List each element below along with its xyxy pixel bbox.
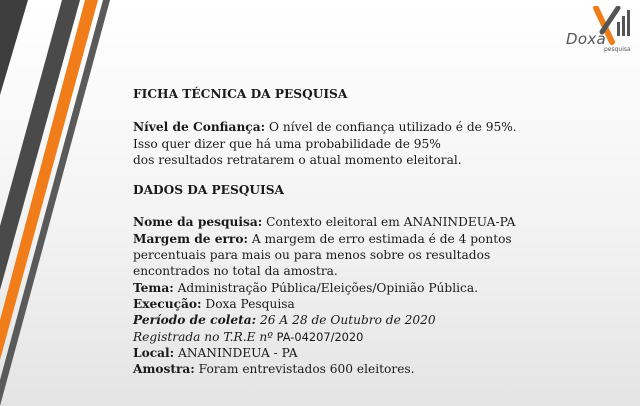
amostra-line: [133, 361, 623, 377]
margem-text-1: A margem de erro estimada é de 4 pontos: [247, 231, 512, 246]
margem-text-3: encontrados no total da amostra.: [133, 264, 338, 279]
registro-value: PA-04207/2020: [272, 329, 364, 344]
periodo-label: Período de coleta:: [133, 313, 257, 328]
execucao-value: Doxa Pesquisa: [201, 296, 295, 311]
amostra-value: Foram entrevistados 600 eleitores.: [194, 362, 415, 377]
nome-value: Contexto eleitoral em ANANINDEUA-PA: [262, 215, 516, 230]
confianca-text-3: dos resultados retratarem o atual momento eleitoral.: [133, 152, 462, 167]
confianca-line: [133, 119, 623, 135]
nome-label: Nome da pesquisa:: [133, 215, 263, 230]
local-value: ANANINDEUA - PA: [174, 345, 298, 360]
logo-brand: Doxa: [566, 30, 606, 48]
margem-text-2: percentuais para mais ou para menos sobre os resultados: [133, 248, 491, 263]
local-label: Local:: [133, 345, 175, 360]
confianca-label: Nível de Confiança:: [133, 120, 266, 135]
logo-sub: pesquisa: [604, 46, 631, 53]
nome-line: [133, 214, 623, 230]
doxa-logo: [562, 6, 634, 58]
ficha-content: [133, 86, 623, 377]
confianca-text-1: O nível de confiança utilizado é de 95%.: [265, 120, 517, 135]
decorative-stripes: [0, 0, 110, 406]
amostra-label: Amostra:: [133, 362, 195, 377]
local-line: [133, 345, 623, 361]
dados-heading: DADOS DA PESQUISA: [133, 183, 284, 198]
ficha-heading: FICHA TÉCNICA DA PESQUISA: [133, 87, 348, 101]
confianca-text-2: Isso quer dizer que há uma probabilidade de 95%: [133, 136, 441, 151]
tema-line: [133, 280, 623, 296]
margem-line: [133, 231, 623, 247]
tema-value: Administração Pública/Eleições/Opinião Pública.: [173, 280, 478, 295]
periodo-line: [133, 312, 623, 328]
registro-line: [133, 329, 623, 345]
margem-label: Margem de erro:: [133, 231, 248, 246]
execucao-label: Execução:: [133, 296, 202, 311]
execucao-line: [133, 296, 623, 312]
periodo-value: 26 A 28 de Outubro de 2020: [256, 313, 436, 328]
tema-label: Tema:: [133, 280, 174, 295]
registro-label: Registrada no T.R.E nº: [133, 329, 273, 344]
